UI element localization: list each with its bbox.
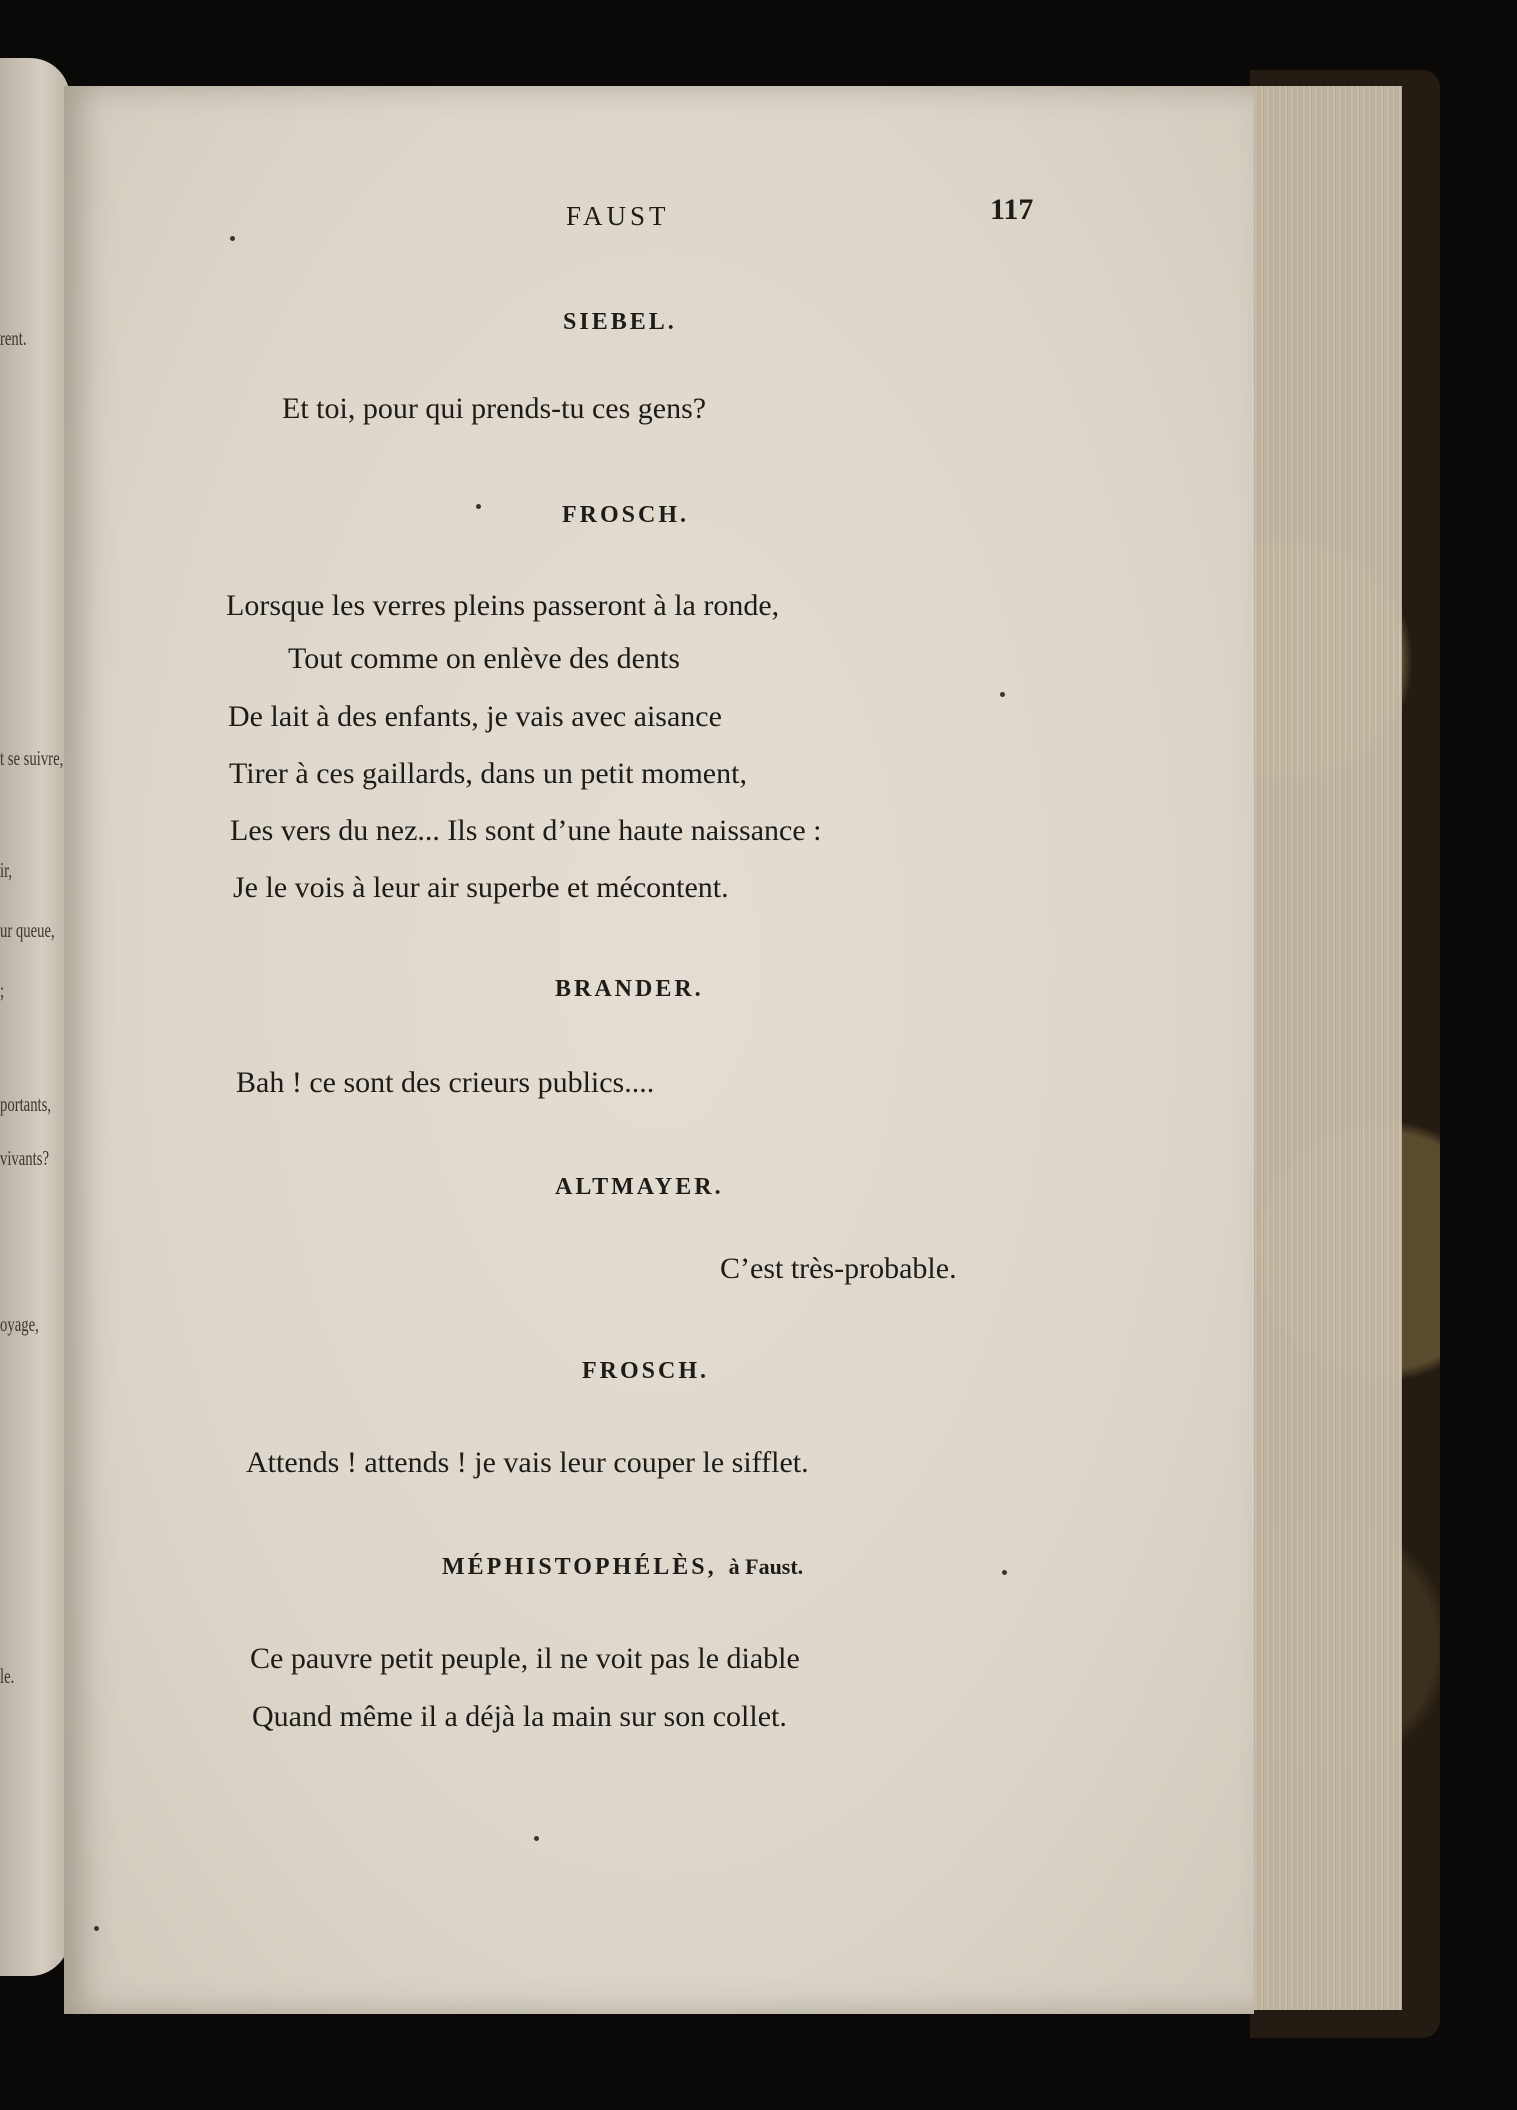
speaker-name: BRANDER. [555,976,704,1002]
prev-fragment: oyage, [0,1312,39,1336]
page-number: 117 [990,193,1034,226]
speaker-name: FROSCH. [582,1358,710,1384]
ink-speck [1002,1570,1007,1575]
speaker-name: FROSCH. [562,502,690,528]
verse-line: Et toi, pour qui prends-tu ces gens? [282,392,707,425]
previous-page-edge [0,58,70,1976]
prev-fragment: vivants? [0,1146,49,1170]
speaker-name: MÉPHISTOPHÉLÈS, [442,1554,717,1580]
ink-speck [476,504,481,509]
verse-line: De lait à des enfants, je vais avec aisance [228,700,722,733]
speaker-with-direction [442,1554,803,1581]
prev-fragment: portants, [0,1092,52,1116]
prev-fragment: ur queue, [0,918,55,942]
speaker-name: SIEBEL. [563,309,677,335]
verse-line: Quand même il a déjà la main sur son collet. [252,1700,787,1733]
prev-fragment: t se suivre, [0,746,64,770]
verse-line: Attends ! attends ! je vais leur couper le sifflet. [246,1446,809,1479]
prev-fragment: le. [0,1664,15,1688]
verse-line: Tirer à ces gaillards, dans un petit moment, [229,757,747,790]
ink-speck [534,1836,539,1841]
verse-line: Je le vois à leur air superbe et mécontent. [233,871,729,904]
verse-line: Bah ! ce sont des crieurs publics.... [236,1066,655,1099]
running-title: FAUST [566,201,670,231]
prev-fragment: rent. [0,326,27,350]
verse-line: Lorsque les verres pleins passeront à la ronde, [226,589,780,622]
prev-fragment: ir, [0,858,13,882]
prev-fragment: ; [0,978,5,1002]
ink-speck [1000,692,1005,697]
ink-speck [230,236,235,241]
verse-line: Les vers du nez... Ils sont d’une haute naissance : [230,814,822,847]
speaker-name: ALTMAYER. [555,1174,724,1200]
stage-direction: à Faust. [728,1554,804,1579]
page-edges [1252,86,1402,2010]
verse-line: C’est très-probable. [720,1252,957,1285]
verse-line: Tout comme on enlève des dents [288,642,680,675]
verse-line: Ce pauvre petit peuple, il ne voit pas le diable [250,1642,800,1675]
ink-speck [94,1926,99,1931]
